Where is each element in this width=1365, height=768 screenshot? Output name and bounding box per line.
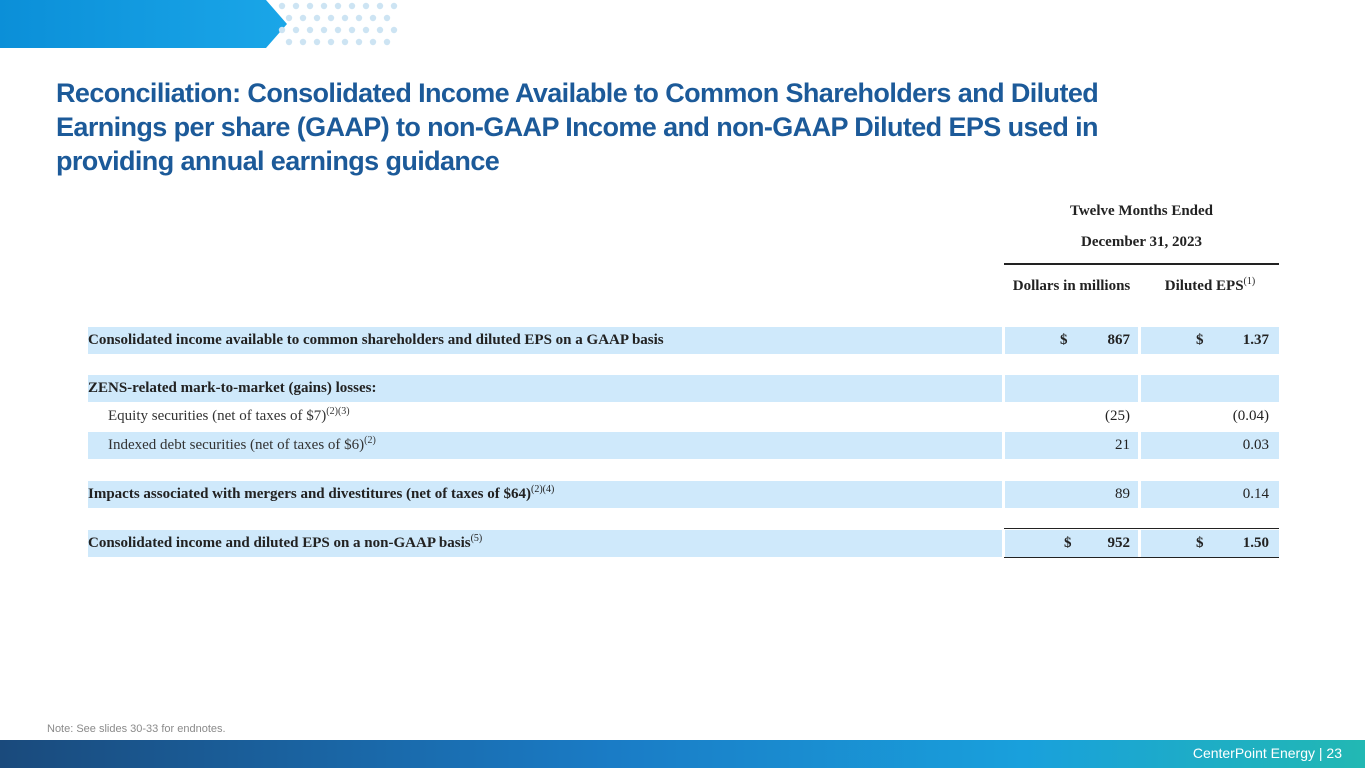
row-label-text: Indexed debt securities (net of taxes of $6) bbox=[108, 437, 365, 453]
row-dollar-sign: $ bbox=[1060, 332, 1068, 348]
column-header-eps-footnote: (1) bbox=[1243, 276, 1256, 287]
table-row bbox=[88, 432, 1279, 459]
row-label-text: Consolidated income and diluted EPS on a non-GAAP basis bbox=[88, 535, 471, 551]
row-value-eps: 1.37 bbox=[1242, 332, 1269, 348]
column-header-dollars bbox=[1005, 276, 1138, 297]
row-value-eps: 1.50 bbox=[1242, 535, 1269, 551]
row-footnote: (2)(3) bbox=[326, 406, 350, 417]
row-label: Consolidated income available to common shareholders and diluted EPS on a GAAP basis bbox=[88, 332, 664, 348]
total-bottom-rule bbox=[1004, 557, 1279, 558]
table-row bbox=[88, 327, 1279, 354]
row-label bbox=[108, 403, 350, 430]
top-banner-decoration bbox=[0, 0, 1365, 52]
row-label bbox=[88, 481, 554, 508]
row-dollar-sign: $ bbox=[1196, 535, 1204, 551]
page-title: Reconciliation: Consolidated Income Available to Common Shareholders and Diluted Earnings per share (GAAP) to non-GAAP Income and non-GAAP Diluted EPS used in providing annual earnings guidance bbox=[56, 78, 1099, 176]
row-value-eps: 0.03 bbox=[1242, 437, 1269, 453]
endnote-reference: Note: See slides 30-33 for endnotes. bbox=[47, 723, 226, 735]
row-footnote: (2)(4) bbox=[531, 484, 555, 495]
table-row bbox=[88, 530, 1279, 557]
footer-company-page: CenterPoint Energy | 23 bbox=[1192, 745, 1342, 761]
row-dollar-sign: $ bbox=[1064, 535, 1072, 551]
column-header-eps bbox=[1141, 276, 1279, 297]
table-row bbox=[88, 375, 1279, 402]
date-header: December 31, 2023 bbox=[1081, 234, 1202, 250]
row-value-eps: (0.04) bbox=[1232, 408, 1269, 424]
row-label bbox=[108, 432, 376, 459]
row-label bbox=[88, 530, 482, 557]
column-header-dollars-label: Dollars in millions bbox=[1012, 278, 1131, 294]
row-value-eps: 0.14 bbox=[1242, 486, 1269, 502]
table-row bbox=[88, 481, 1279, 508]
row-value-dollars: (25) bbox=[1105, 408, 1130, 424]
table-row bbox=[88, 403, 1279, 430]
row-dollar-sign: $ bbox=[1196, 332, 1204, 348]
row-value-dollars: 952 bbox=[1107, 535, 1130, 551]
row-value-dollars: 21 bbox=[1115, 437, 1130, 453]
row-label-text: Equity securities (net of taxes of $7) bbox=[108, 408, 327, 424]
row-footnote: (5) bbox=[470, 533, 483, 544]
row-value-dollars: 89 bbox=[1115, 486, 1130, 502]
row-label-text: Impacts associated with mergers and divestitures (net of taxes of $64) bbox=[88, 486, 531, 502]
row-label: ZENS-related mark-to-market (gains) losses: bbox=[88, 380, 377, 396]
row-value-dollars: 867 bbox=[1107, 332, 1130, 348]
total-top-rule bbox=[1004, 528, 1279, 529]
column-header-eps-label: Diluted EPS bbox=[1164, 278, 1244, 294]
period-header: Twelve Months Ended bbox=[1069, 203, 1214, 219]
footer-bar bbox=[0, 740, 1365, 768]
header-rule bbox=[1004, 263, 1279, 265]
row-footnote: (2) bbox=[364, 435, 376, 446]
